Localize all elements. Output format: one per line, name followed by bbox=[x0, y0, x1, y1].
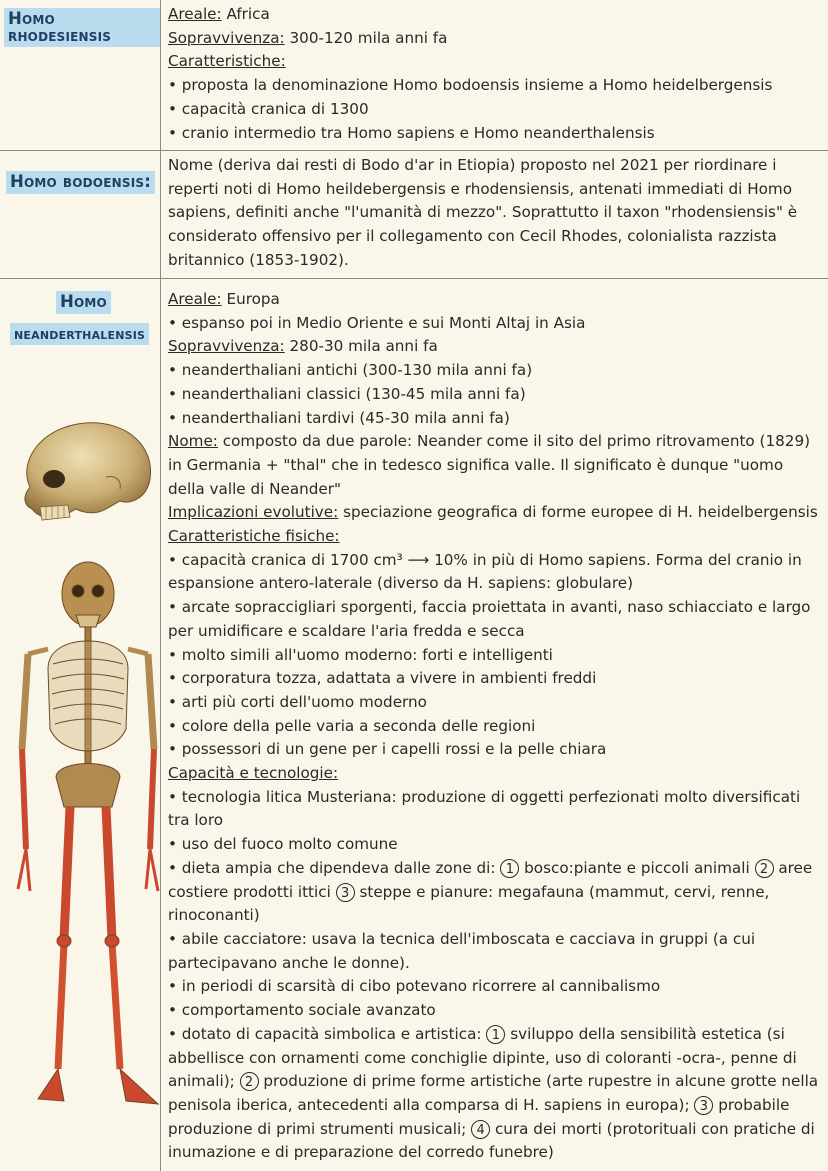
number-circle: 2 bbox=[755, 859, 774, 878]
bullet-line bbox=[168, 407, 820, 431]
bullet-line bbox=[168, 312, 820, 336]
bullet-text: • espanso poi in Medio Oriente e sui Monti Altaj in Asia bbox=[168, 313, 586, 332]
field-value: Europa bbox=[221, 290, 280, 308]
row-rhodesiensis bbox=[0, 0, 828, 151]
number-circle: 1 bbox=[486, 1025, 505, 1044]
simbolica-text: cura dei morti (protorituali con pratiche di inumazione e di preparazione del corredo funebre) bbox=[168, 1119, 815, 1162]
simbolica-text: sviluppo della sensibilità estetica (si abbellisce con ornamenti come conchiglie dipinte, uso di coloranti -ocra-, penne di animali); bbox=[168, 1024, 797, 1091]
dieta-text: bosco:piante e piccoli animali bbox=[519, 858, 755, 877]
rhodesiensis-bullet bbox=[168, 122, 820, 146]
label-cell-rhodesiensis bbox=[0, 0, 160, 151]
bullet-paragraph: • molto simili all'uomo moderno: forti e intelligenti bbox=[168, 645, 553, 664]
bodoensis-text: Nome (deriva dai resti di Bodo d'ar in Etiopia) proposto nel 2021 per riordinare i reperti noti di Homo heildebergensis e rhodensiensis, antenati immediati di Homo sapiens, definiti anche "l'umanità di mezzo". Soprattutto il taxon "rhodensiensis" è considerato offensivo per il collegamento con Cecil Rhodes, colonialista razzista britannico (1853-1902). bbox=[168, 156, 798, 269]
neanderthalensis-content bbox=[168, 288, 820, 1165]
field-value: speciazione geografica di forme europee di H. heidelbergensis bbox=[338, 503, 818, 522]
implicazioni-line bbox=[168, 501, 820, 525]
rhodesiensis-line bbox=[168, 27, 820, 51]
bullet-paragraph: • arcate sopraccigliari sporgenti, faccia proiettata in avanti, naso schiacciato e largo per umidificare e scaldare l'aria fredda e secca bbox=[168, 598, 811, 640]
areale-line bbox=[168, 288, 820, 312]
rhodesiensis-bullet bbox=[168, 98, 820, 122]
field-label: Implicazioni evolutive: bbox=[168, 503, 339, 522]
bullet-line bbox=[168, 359, 820, 383]
number-circle: 3 bbox=[694, 1096, 713, 1115]
dieta-text: steppe e pianure: megafauna (mammut, cervi, renne, rinoconanti) bbox=[168, 882, 770, 925]
sopravvivenza-line bbox=[168, 335, 820, 359]
field-value: Africa bbox=[221, 5, 270, 23]
bullet-text: • proposta la denominazione Homo bodoensis insieme a Homo heidelbergensis bbox=[168, 76, 773, 95]
label-cell-bodoensis bbox=[0, 151, 160, 279]
bullet-paragraph: • in periodi di scarsità di cibo potevano ricorrere al cannibalismo bbox=[168, 977, 661, 996]
field-label: Sopravvivenza: bbox=[168, 28, 285, 47]
number-circle: 4 bbox=[471, 1120, 490, 1139]
simbolica-paragraph bbox=[168, 1023, 820, 1165]
field-label: Nome: bbox=[168, 432, 218, 451]
row-bodoensis bbox=[0, 151, 828, 279]
field-label: Caratteristiche: bbox=[168, 52, 286, 71]
tecnologie-heading bbox=[168, 762, 820, 786]
label-cell-neanderthalensis bbox=[0, 279, 160, 1171]
number-circle: 1 bbox=[500, 859, 519, 878]
bullet-text: • capacità cranica di 1300 bbox=[168, 99, 369, 118]
number-circle: 3 bbox=[336, 883, 355, 902]
field-label: Capacità e tecnologie: bbox=[168, 764, 339, 783]
field-value: 280-30 mila anni fa bbox=[284, 337, 438, 356]
simbolica-text: produzione di prime forme artistiche (arte rupestre in alcune grotte nella penisola iberica, antecedenti alla comparsa di H. sapiens in europa); bbox=[168, 1072, 819, 1114]
skull-illustration bbox=[10, 417, 158, 529]
species-badge-rhodesiensis: Homo rhodesiensis bbox=[4, 8, 160, 47]
field-value: 300-120 mila anni fa bbox=[284, 28, 448, 47]
bullet-paragraph: • capacità cranica di 1700 cm³ ⟶ 10% in più di Homo sapiens. Forma del cranio in espansione antero-laterale (diverso da H. sapiens: globulare) bbox=[168, 550, 802, 593]
field-label: Areale: bbox=[168, 290, 222, 308]
rhodesiensis-bullet bbox=[168, 74, 820, 98]
field-label: Areale: bbox=[168, 5, 222, 23]
bullet-paragraph: • possessori di un gene per i capelli rossi e la pelle chiara bbox=[168, 740, 607, 759]
bullet-paragraph: • abile cacciatore: usava la tecnica dell'imboscata e cacciava in gruppi (a cui partecipavano anche le donne). bbox=[168, 929, 756, 972]
nome-paragraph bbox=[168, 430, 820, 501]
rhodesiensis-line bbox=[168, 3, 820, 27]
bullet-paragraph: • tecnologia litica Musteriana: produzione di oggetti perfezionati molto diversificati tra loro bbox=[168, 787, 801, 830]
field-value: composto da due parole: Neander come il sito del primo ritrovamento (1829) in Germania + "thal" che in tedesco significa valle. Il significato è dunque "uomo della valle di Neander" bbox=[168, 432, 811, 498]
simbolica-text: probabile produzione di primi strumenti musicali; bbox=[168, 1095, 790, 1138]
bullet-text: • neanderthaliani antichi (300-130 mila anni fa) bbox=[168, 361, 533, 380]
species-badge-bodoensis: Homo bodoensis: bbox=[6, 171, 155, 194]
rhodesiensis-line bbox=[168, 50, 820, 74]
bullet-paragraph: • colore della pelle varia a seconda delle regioni bbox=[168, 716, 536, 735]
dieta-text: • dieta ampia che dipendeva dalle zone di: bbox=[168, 858, 501, 877]
bullet-paragraph: • uso del fuoco molto comune bbox=[168, 835, 398, 854]
bullet-paragraph: • comportamento sociale avanzato bbox=[168, 1001, 436, 1020]
bullet-line bbox=[168, 383, 820, 407]
skeleton-illustration bbox=[8, 559, 168, 1119]
bullet-text: • neanderthaliani classici (130-45 mila anni fa) bbox=[168, 384, 526, 403]
field-label: Caratteristiche fisiche: bbox=[168, 527, 340, 546]
number-circle: 2 bbox=[240, 1072, 259, 1091]
bullet-text: • neanderthaliani tardivi (45-30 mila anni fa) bbox=[168, 408, 510, 427]
rhodesiensis-content bbox=[168, 3, 820, 145]
species-badge-neanderthalensis-line1: Homo bbox=[56, 291, 111, 314]
bullet-paragraph: • arti più corti dell'uomo moderno bbox=[168, 692, 427, 711]
species-badge-neanderthalensis-line2: neanderthalensis bbox=[10, 323, 149, 345]
simbolica-text: • dotato di capacità simbolica e artistica: bbox=[168, 1024, 487, 1043]
bullet-paragraph: • corporatura tozza, adattata a vivere in ambienti freddi bbox=[168, 669, 597, 688]
row-neanderthalensis bbox=[0, 279, 828, 1171]
bullet-text: • cranio intermedio tra Homo sapiens e Homo neanderthalensis bbox=[168, 123, 655, 142]
field-label: Sopravvivenza: bbox=[168, 337, 285, 356]
dieta-text: aree costiere prodotti ittici bbox=[168, 858, 813, 901]
dieta-paragraph bbox=[168, 857, 820, 928]
fisiche-heading bbox=[168, 525, 820, 549]
